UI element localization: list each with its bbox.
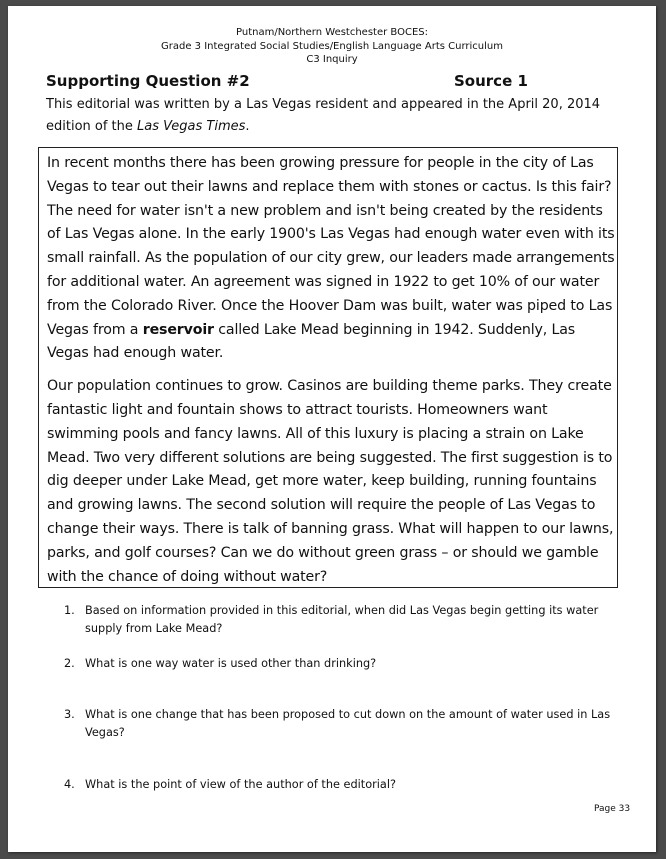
vocabulary-term: reservoir bbox=[142, 321, 214, 338]
editorial-box bbox=[38, 147, 618, 588]
question-1 bbox=[64, 602, 624, 638]
header-organization: Putnam/Northern Westchester BOCES: bbox=[236, 27, 428, 38]
intro-end: . bbox=[245, 119, 250, 134]
question-number: 2. bbox=[64, 657, 75, 670]
editorial-paragraph-2: Our population continues to grow. Casinos are building theme parks. They create fantastic light and fountain shows to attract tourists. Homeowners want swimming pools and fancy lawns. All of this luxury is placing a strain on Lake Mead. Two very different solutions are being suggested. The first suggestion is to dig deeper under Lake Mead, get more water, keep building, running fountains and growing lawns. The second solution will require the people of Las Vegas to change their ways. There is talk of banning grass. What will happen to our lawns, parks, and golf courses? Can we do without green grass – or should we gamble with the chance of doing without water? bbox=[47, 378, 614, 585]
question-number: 1. bbox=[64, 604, 75, 617]
intro-text: This editorial was written by a Las Vegas resident and appeared in the April 20, 2014 edition of the bbox=[46, 97, 601, 134]
question-text: What is one way water is used other than drinking? bbox=[85, 657, 377, 670]
question-4 bbox=[64, 776, 624, 794]
p1-text-start: In recent months there has been growing pressure for people in the city of Las Vegas to tear out their lawns and replace them with stones or cactus. Is this fair? The need for water isn't a new problem and isn't being created by the residents of Las Vegas alone. In the early 1900's Las Vegas had enough water even with its small rainfall. As the population of our city grew, our leaders made arrangements for additional water. An agreement was signed in 1922 to get 10% of our water from the Colorado River. Once the Hoover Dam was built, water was piped to Las Vegas from a bbox=[47, 155, 615, 338]
page-number: Page 33 bbox=[594, 804, 631, 814]
p1-text-end: called Lake Mead beginning in 1942. Suddenly, Las Vegas had enough water. bbox=[47, 321, 576, 362]
question-number: 4. bbox=[64, 778, 75, 791]
header-inquiry: C3 Inquiry bbox=[306, 54, 358, 65]
document-header bbox=[8, 26, 656, 67]
source-introduction bbox=[46, 94, 636, 138]
publication-name: Las Vegas Times bbox=[137, 119, 246, 134]
question-number: 3. bbox=[64, 708, 75, 721]
question-3 bbox=[64, 706, 624, 742]
question-text: What is one change that has been proposed to cut down on the amount of water used in Las Vegas? bbox=[85, 708, 611, 739]
question-text: Based on information provided in this editorial, when did Las Vegas begin getting its water supply from Lake Mead? bbox=[85, 604, 599, 635]
supporting-question-heading: Supporting Question #2 bbox=[46, 72, 250, 90]
question-2 bbox=[64, 655, 624, 673]
question-text: What is the point of view of the author of the editorial? bbox=[85, 778, 396, 791]
document-page bbox=[8, 6, 656, 852]
header-curriculum: Grade 3 Integrated Social Studies/English Language Arts Curriculum bbox=[161, 40, 503, 52]
source-heading: Source 1 bbox=[454, 72, 528, 90]
editorial-paragraph-1 bbox=[47, 152, 617, 366]
